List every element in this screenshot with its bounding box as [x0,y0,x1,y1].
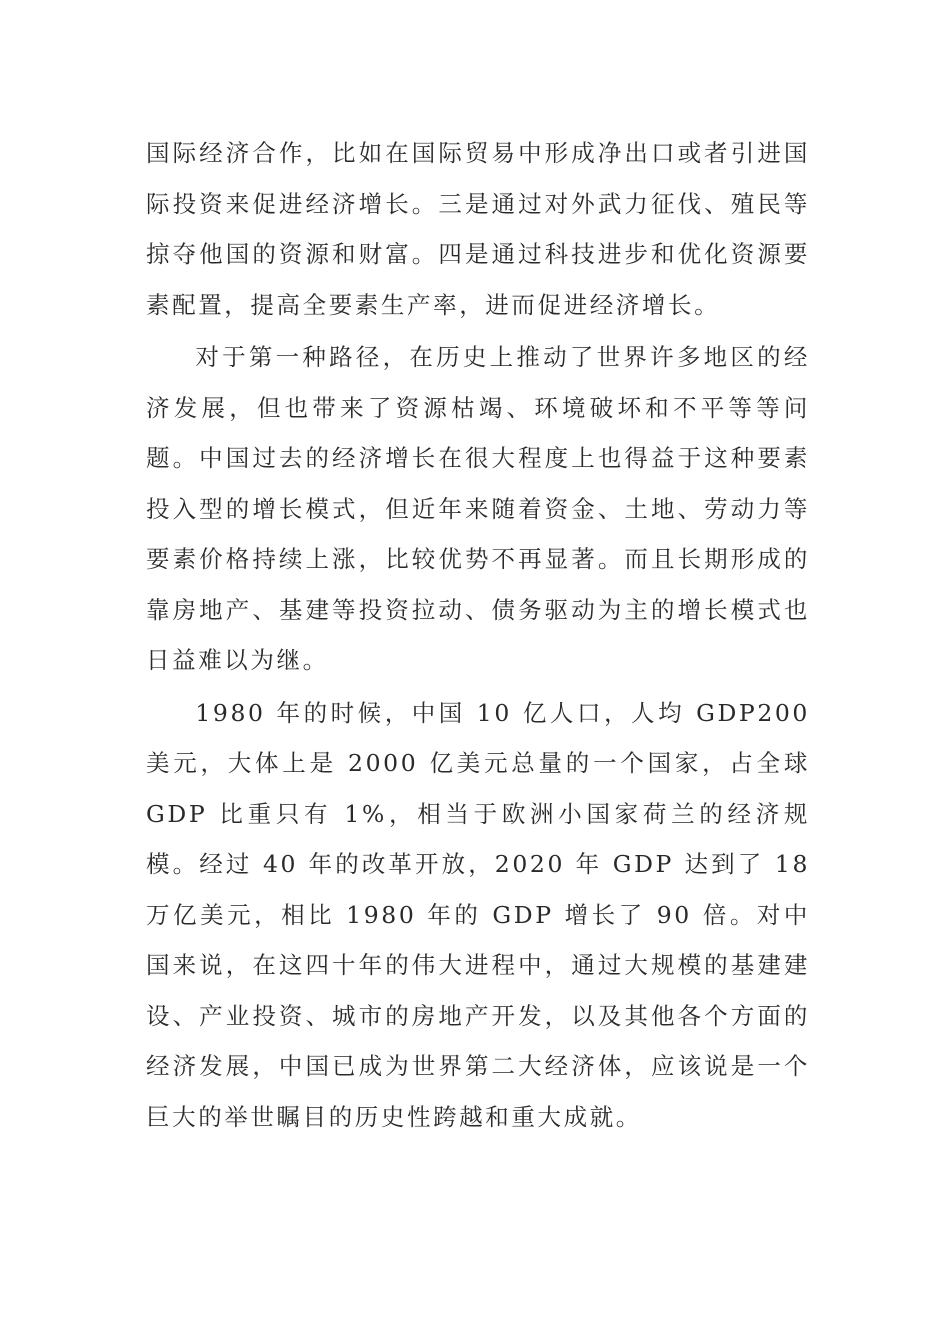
document-body [146,128,810,1142]
paragraph-continuation: 国际经济合作，比如在国际贸易中形成净出口或者引进国际投资来促进经济增长。三是通过对外武力征伐、殖民等掠夺他国的资源和财富。四是通过科技进步和优化资源要素配置，提高全要素生产率，进而促进经济增长。 [146,139,810,319]
paragraph-gdp-history: 1980 年的时候，中国 10 亿人口，人均 GDP200 美元，大体上是 2000 亿美元总量的一个国家，占全球 GDP 比重只有 1%，相当于欧洲小国家荷兰的经济规模。经过 40 年的改革开放，2020 年 GDP 达到了 18 万亿美元，相比 1980 年的 GDP 增长了 90 倍。对中国来说，在这四十年的伟大进程中，通过大规模的基建建设、产业投资、城市的房地产开发，以及其他各个方面的经济发展，中国已成为世界第二大经济体，应该说是一个巨大的举世瞩目的历史性跨越和重大成就。 [146,698,810,1131]
paragraph-first-path: 对于第一种路径，在历史上推动了世界许多地区的经济发展，但也带来了资源枯竭、环境破坏和不平等等问题。中国过去的经济增长在很大程度上也得益于这种要素投入型的增长模式，但近年来随着资金、土地、劳动力等要素价格持续上涨，比较优势不再显著。而且长期形成的靠房地产、基建等投资拉动、债务驱动为主的增长模式也日益难以为继。 [146,343,810,674]
